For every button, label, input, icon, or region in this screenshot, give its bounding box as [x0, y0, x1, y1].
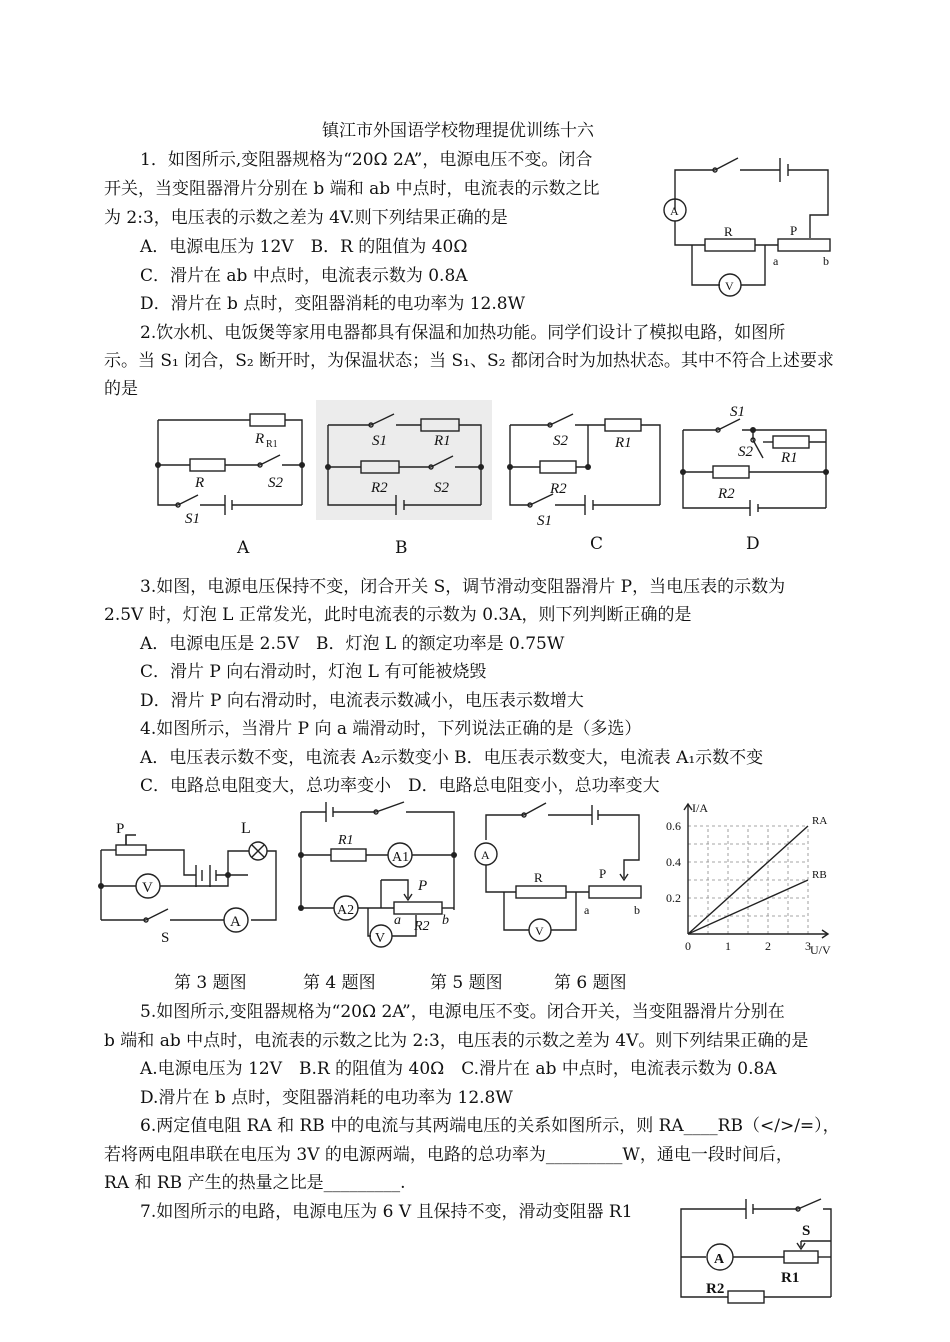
- q6-line-1: 6.两定值电阻 RA 和 RB 中的电流与其两端电压的关系如图所示，则 RA____RB（</>/=），: [140, 1116, 840, 1136]
- q1-voltmeter-label: V: [725, 279, 734, 293]
- q3-option-ab: A．电源电压是 2.5V B．灯泡 L 的额定功率是 0.75W: [140, 634, 565, 654]
- q7-line-1: 7.如图所示的电路，电源电压为 6 V 且保持不变，滑动变阻器 R1: [140, 1202, 633, 1222]
- fig4-a2-label: A2: [337, 903, 355, 918]
- q3-line-2: 2.5V 时，灯泡 L 正常发光，此时电流表的示数为 0.3A，则下列判断正确的是: [104, 605, 692, 625]
- caption-fig3: 第 3 题图: [174, 973, 247, 993]
- fig3-ammeter-label: A: [230, 914, 241, 930]
- fig3-p-label: P: [116, 821, 125, 837]
- q3-option-c: C．滑片 P 向右滑动时，灯泡 L 有可能被烧毁: [140, 662, 487, 682]
- chart-series-label-rb: RB: [812, 869, 827, 881]
- q2a-r1-label: R1: [266, 439, 278, 450]
- chart-x-label: U/V: [810, 943, 831, 957]
- chart-y-tick: 0.4: [666, 855, 681, 869]
- q1-ammeter-label: A: [670, 204, 679, 218]
- q2-circuit-d: [678, 400, 838, 525]
- fig3-s-label: S: [161, 930, 170, 946]
- q5-line-3: A.电源电压为 12V B.R 的阻值为 40Ω C.滑片在 ab 中点时，电流表示数为 0.8A: [140, 1059, 777, 1079]
- fig3-circuit: [96, 815, 286, 945]
- q7-ammeter-label: A: [714, 1252, 725, 1267]
- chart-x-tick: 1: [725, 939, 731, 953]
- q2d-r1-label: R1: [781, 450, 798, 466]
- q2-option-d: D: [746, 534, 760, 554]
- q2b-s2-label: S2: [434, 480, 449, 496]
- svg-text:R: R: [255, 431, 265, 447]
- q7-circuit: [676, 1195, 841, 1325]
- chart-x-tick: 0: [685, 939, 691, 953]
- chart-y-tick: 0.6: [666, 819, 681, 833]
- q1-p-label: P: [790, 223, 798, 238]
- q4-line-1: 4.如图所示，当滑片 P 向 a 端滑动时，下列说法正确的是（多选）: [140, 719, 642, 739]
- q2d-r2-label: R2: [718, 486, 735, 502]
- q2d-s1-label: S1: [730, 404, 745, 420]
- q1-option-ab: A．电源电压为 12V B．R 的阻值为 40Ω: [140, 237, 468, 257]
- q1-r-label: R: [724, 224, 733, 239]
- fig4-p-label: P: [418, 878, 428, 894]
- q2-circuit-c: [505, 405, 665, 530]
- q6-line-3: RA 和 RB 产生的热量之比是_________.: [104, 1173, 406, 1193]
- q1-circuit-diagram: [660, 150, 860, 300]
- fig5-r-label: R: [534, 870, 543, 885]
- fig4-circuit: [296, 800, 461, 950]
- fig3-voltmeter-label: V: [142, 880, 153, 896]
- fig5-p-label: P: [599, 866, 607, 881]
- q7-s-label: S: [802, 1223, 811, 1239]
- q7-r1-label: R1: [781, 1270, 800, 1286]
- q2a-s2-label: S2: [268, 475, 283, 491]
- q2-option-a: A: [237, 538, 250, 558]
- q2c-s1-label: S1: [537, 513, 552, 529]
- q2d-s2-label: S2: [738, 444, 753, 460]
- caption-fig4: 第 4 题图: [303, 973, 376, 993]
- fig3-l-label: L: [241, 820, 251, 837]
- q2-option-c: C: [590, 534, 604, 554]
- chart-series-label-ra: RA: [812, 815, 828, 827]
- q3-option-d: D．滑片 P 向右滑动时，电流表示数减小，电压表示数增大: [140, 691, 584, 711]
- q2-line-1: 2.饮水机、电饭煲等家用电器都具有保温和加热功能。同学们设计了模拟电路，如图所: [140, 323, 786, 343]
- fig5-ammeter-label: A: [481, 848, 490, 862]
- q2c-r2-label: R2: [550, 481, 567, 497]
- fig5-b-label: b: [634, 903, 640, 917]
- q4-option-ab: A．电压表示数不变，电流表 A₂示数变小 B．电压表示数变大，电流表 A₁示数不变: [140, 748, 764, 768]
- q2c-r1-label: R1: [615, 435, 632, 451]
- q2-circuit-b: [316, 400, 492, 520]
- q2-line-2: 示。当 S₁ 闭合，S₂ 断开时，为保温状态；当 S₁、S₂ 都闭合时为加热状态。其中不符合上述要求: [104, 351, 834, 371]
- q2-circuit-a: [150, 405, 310, 530]
- q2c-s2-label: S2: [553, 433, 568, 449]
- q1-line-3: 为 2:3，电压表的示数之差为 4V.则下列结果正确的是: [104, 208, 508, 228]
- fig6-chart: [664, 800, 864, 960]
- q2-line-3: 的是: [104, 379, 138, 399]
- caption-fig5: 第 5 题图: [430, 973, 503, 993]
- q2a-s1-label: S1: [185, 511, 200, 527]
- q1-option-c: C．滑片在 ab 中点时，电流表示数为 0.8A: [140, 266, 468, 286]
- fig4-b-label: b: [442, 913, 449, 928]
- q2b-s1-label: S1: [372, 433, 387, 449]
- q2b-r2-label: R2: [371, 480, 388, 496]
- q1-line-1: 1．如图所示,变阻器规格为“20Ω 2A”，电源电压不变。闭合: [140, 150, 593, 170]
- q2-option-b: B: [395, 538, 408, 558]
- q4-option-cd: C．电路总电阻变大，总功率变小 D．电路总电阻变小，总功率变大: [140, 776, 660, 796]
- fig5-circuit: [474, 800, 654, 950]
- svg-text:R: R: [195, 475, 205, 491]
- fig4-a-label: a: [394, 913, 401, 928]
- q3-line-1: 3.如图，电源电压保持不变，闭合开关 S，调节滑动变阻器滑片 P，当电压表的示数为: [140, 577, 786, 597]
- fig4-a1-label: A1: [392, 850, 410, 865]
- q1-line-2: 开关，当变阻器滑片分别在 b 端和 ab 中点时，电流表的示数之比: [104, 179, 600, 199]
- caption-fig6: 第 6 题图: [554, 973, 627, 993]
- q5-line-1: 5.如图所示,变阻器规格为“20Ω 2A”，电源电压不变。闭合开关，当变阻器滑片分别在: [140, 1002, 785, 1022]
- q1-option-d: D．滑片在 b 点时，变阻器消耗的电功率为 12.8W: [140, 294, 526, 314]
- fig4-voltmeter-label: V: [375, 931, 386, 946]
- q2b-r1-label: R1: [434, 433, 451, 449]
- chart-x-tick: 3: [805, 939, 811, 953]
- q1-a-label: a: [773, 254, 779, 268]
- fig5-voltmeter-label: V: [535, 924, 544, 938]
- page-title: 镇江市外国语学校物理提优训练十六: [322, 121, 594, 141]
- chart-x-tick: 2: [765, 939, 771, 953]
- q5-line-4: D.滑片在 b 点时，变阻器消耗的电功率为 12.8W: [140, 1088, 513, 1108]
- chart-y-label: I/A: [692, 801, 708, 815]
- q1-b-label: b: [823, 254, 829, 268]
- fig5-a-label: a: [584, 903, 590, 917]
- fig4-r2-label: R2: [414, 919, 430, 934]
- chart-y-tick: 0.2: [666, 891, 681, 905]
- q5-line-2: b 端和 ab 中点时，电流表的示数之比为 2:3，电压表的示数之差为 4V。则下列结果正确的是: [104, 1031, 809, 1051]
- q7-r2-label: R2: [706, 1281, 725, 1297]
- q6-line-2: 若将两电阻串联在电压为 3V 的电源两端，电路的总功率为_________W，通电一段时间后，: [104, 1145, 793, 1165]
- fig4-r1-label: R1: [338, 833, 354, 848]
